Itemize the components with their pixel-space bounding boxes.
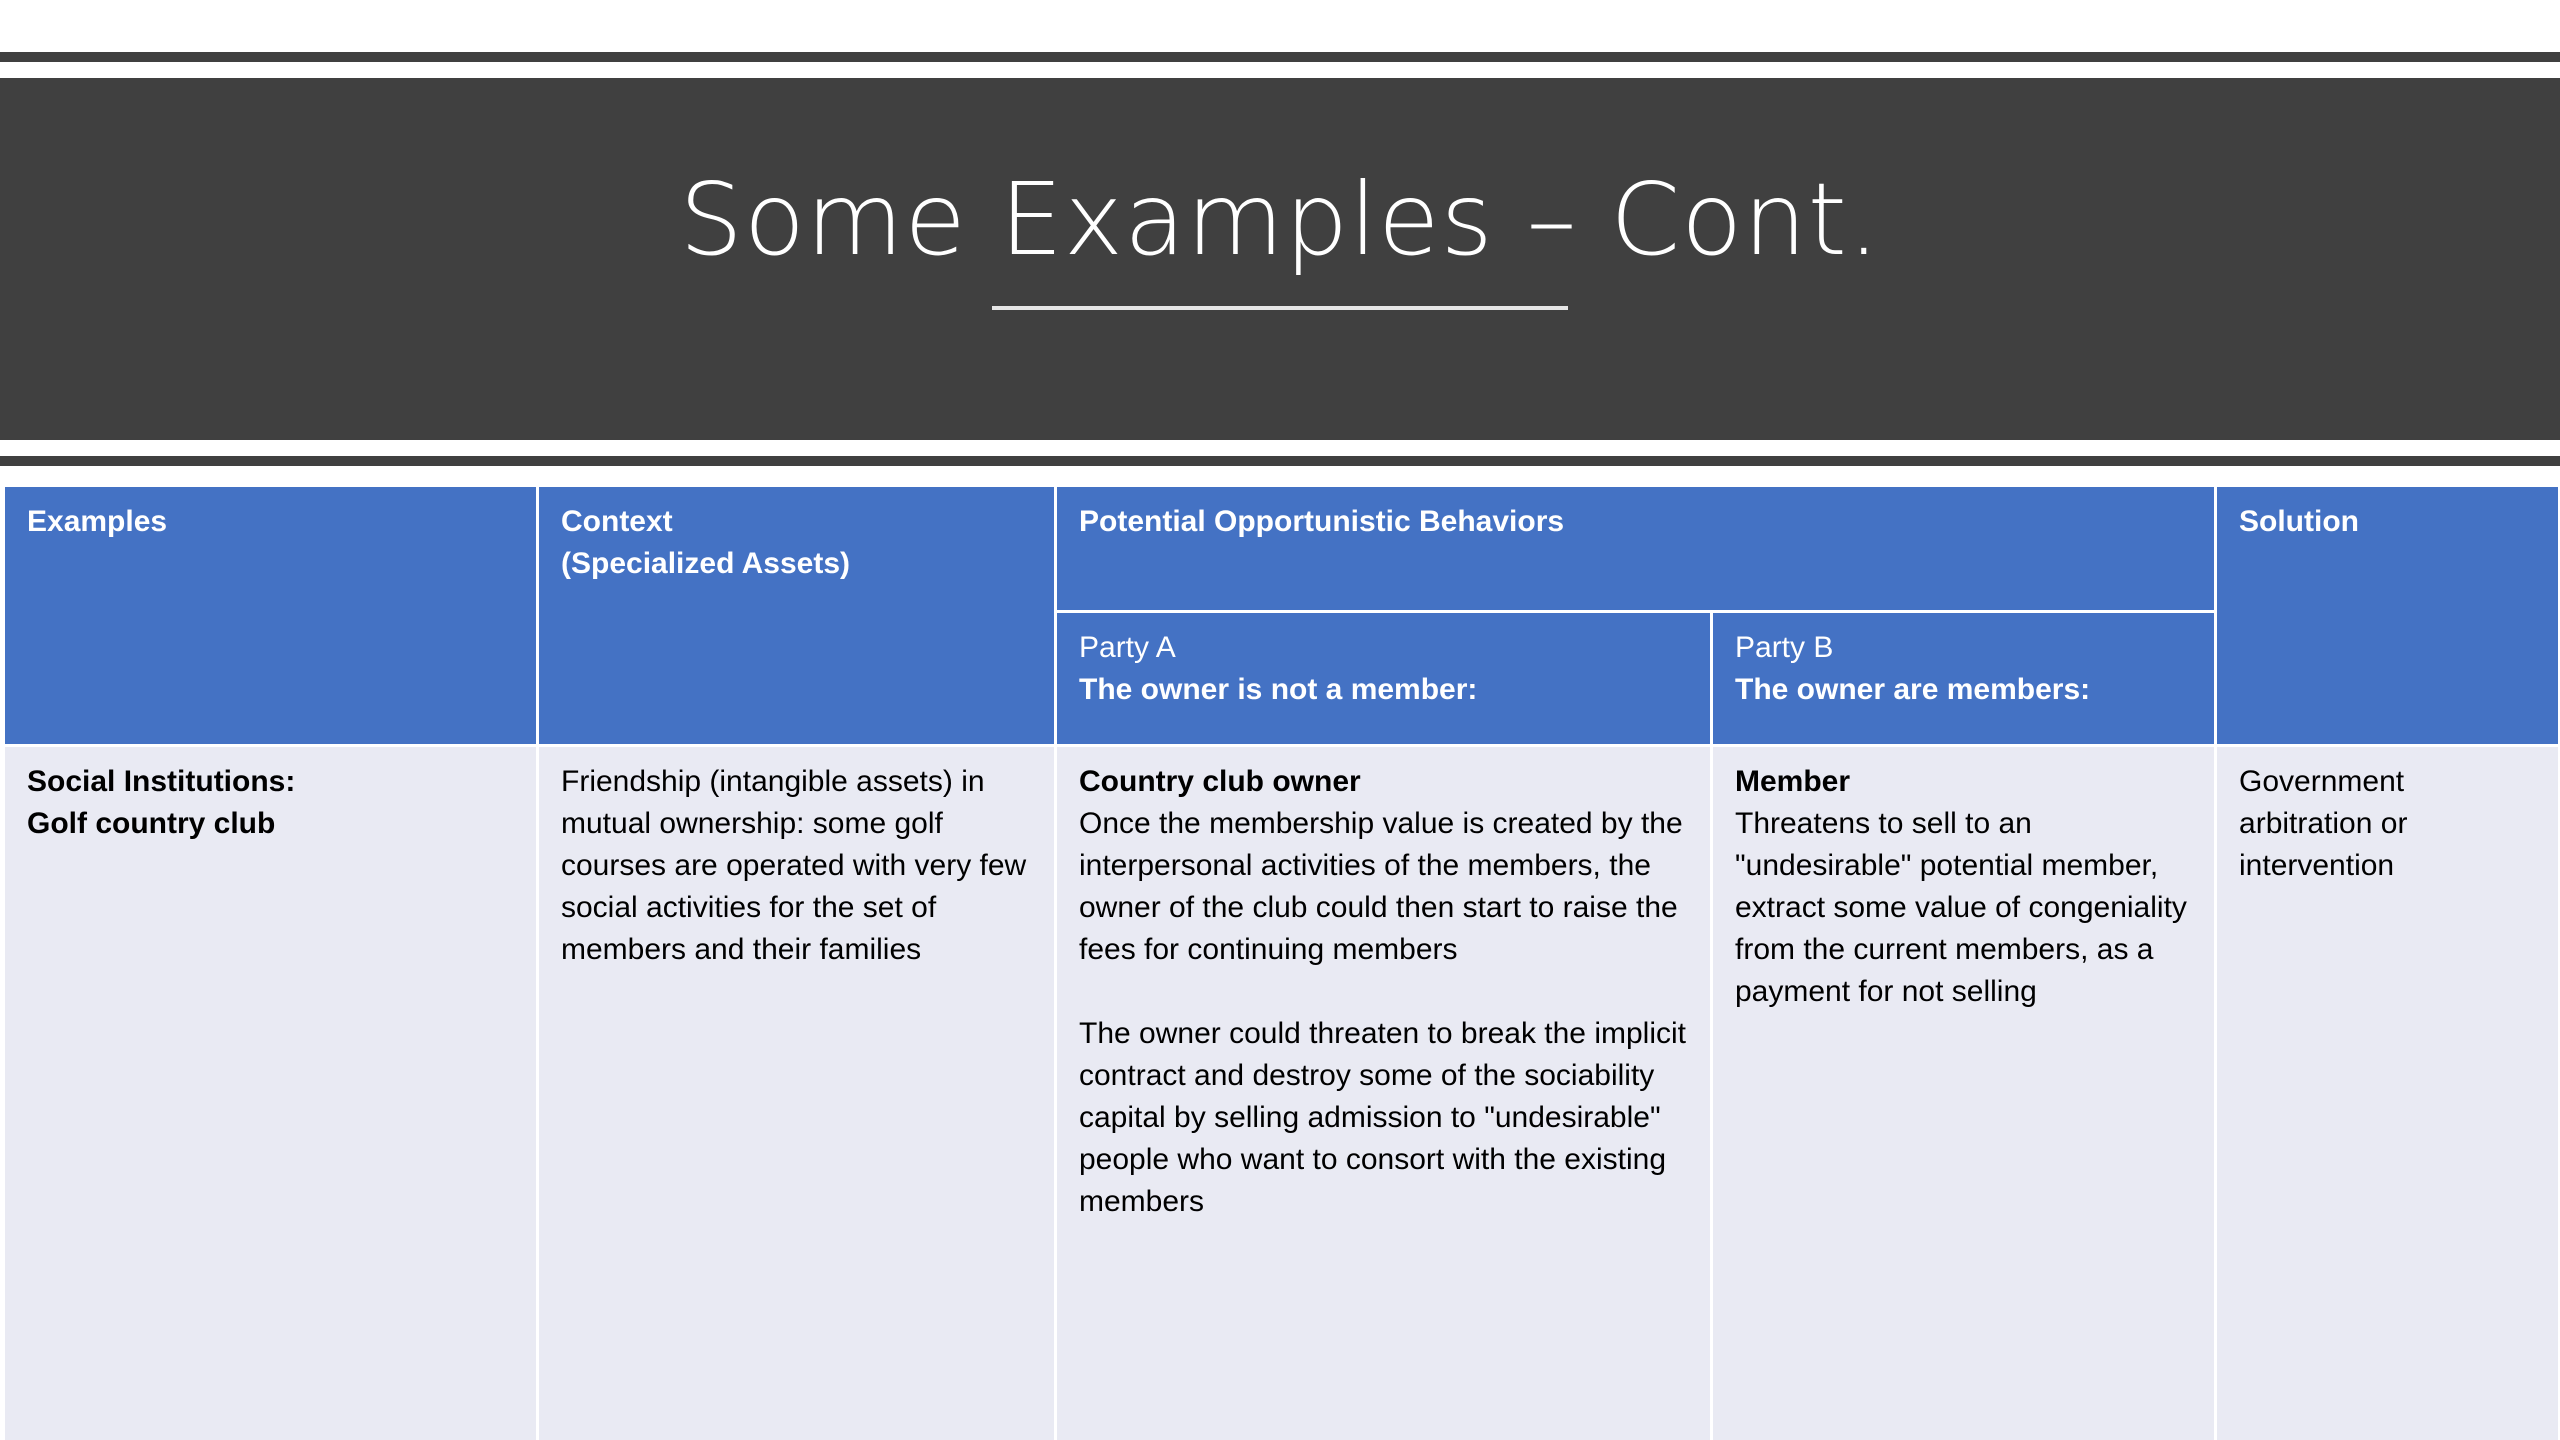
slide-title: Some Examples – Cont. — [679, 161, 1881, 278]
header-row-top — [4, 486, 2560, 612]
cell-example: Social Institutions: Golf country club — [4, 746, 538, 1440]
header-party-b: Party B The owner are members: — [1712, 612, 2216, 746]
title-underline — [992, 306, 1568, 310]
top-divider-band — [0, 52, 2560, 62]
cell-party-b: Member Threatens to sell to an "undesirable" potential member, extract some value of congeniality from the current members, as a payment for not selling — [1712, 746, 2216, 1440]
header-examples: Examples — [4, 486, 538, 746]
bottom-divider-band — [0, 456, 2560, 466]
header-solution: Solution — [2216, 486, 2560, 746]
table-row — [4, 746, 2560, 1440]
header-party-a: Party A The owner is not a member: — [1056, 612, 1712, 746]
examples-table — [2, 484, 2560, 1440]
header-behaviors: Potential Opportunistic Behaviors — [1056, 486, 2216, 612]
cell-solution: Government arbitration or intervention — [2216, 746, 2560, 1440]
cell-context: Friendship (intangible assets) in mutual ownership: some golf courses are operated with very few social activities for the set of members and their families — [538, 746, 1056, 1440]
cell-party-a: Country club owner Once the membership value is created by the interpersonal activities of the members, the owner of the club could then start to raise the fees for continuing members The owner could threaten to break the implicit contract and destroy some of the sociability capital by selling admission to "undesirable" people who want to consort with the existing members — [1056, 746, 1712, 1440]
header-context: Context (Specialized Assets) — [538, 486, 1056, 746]
